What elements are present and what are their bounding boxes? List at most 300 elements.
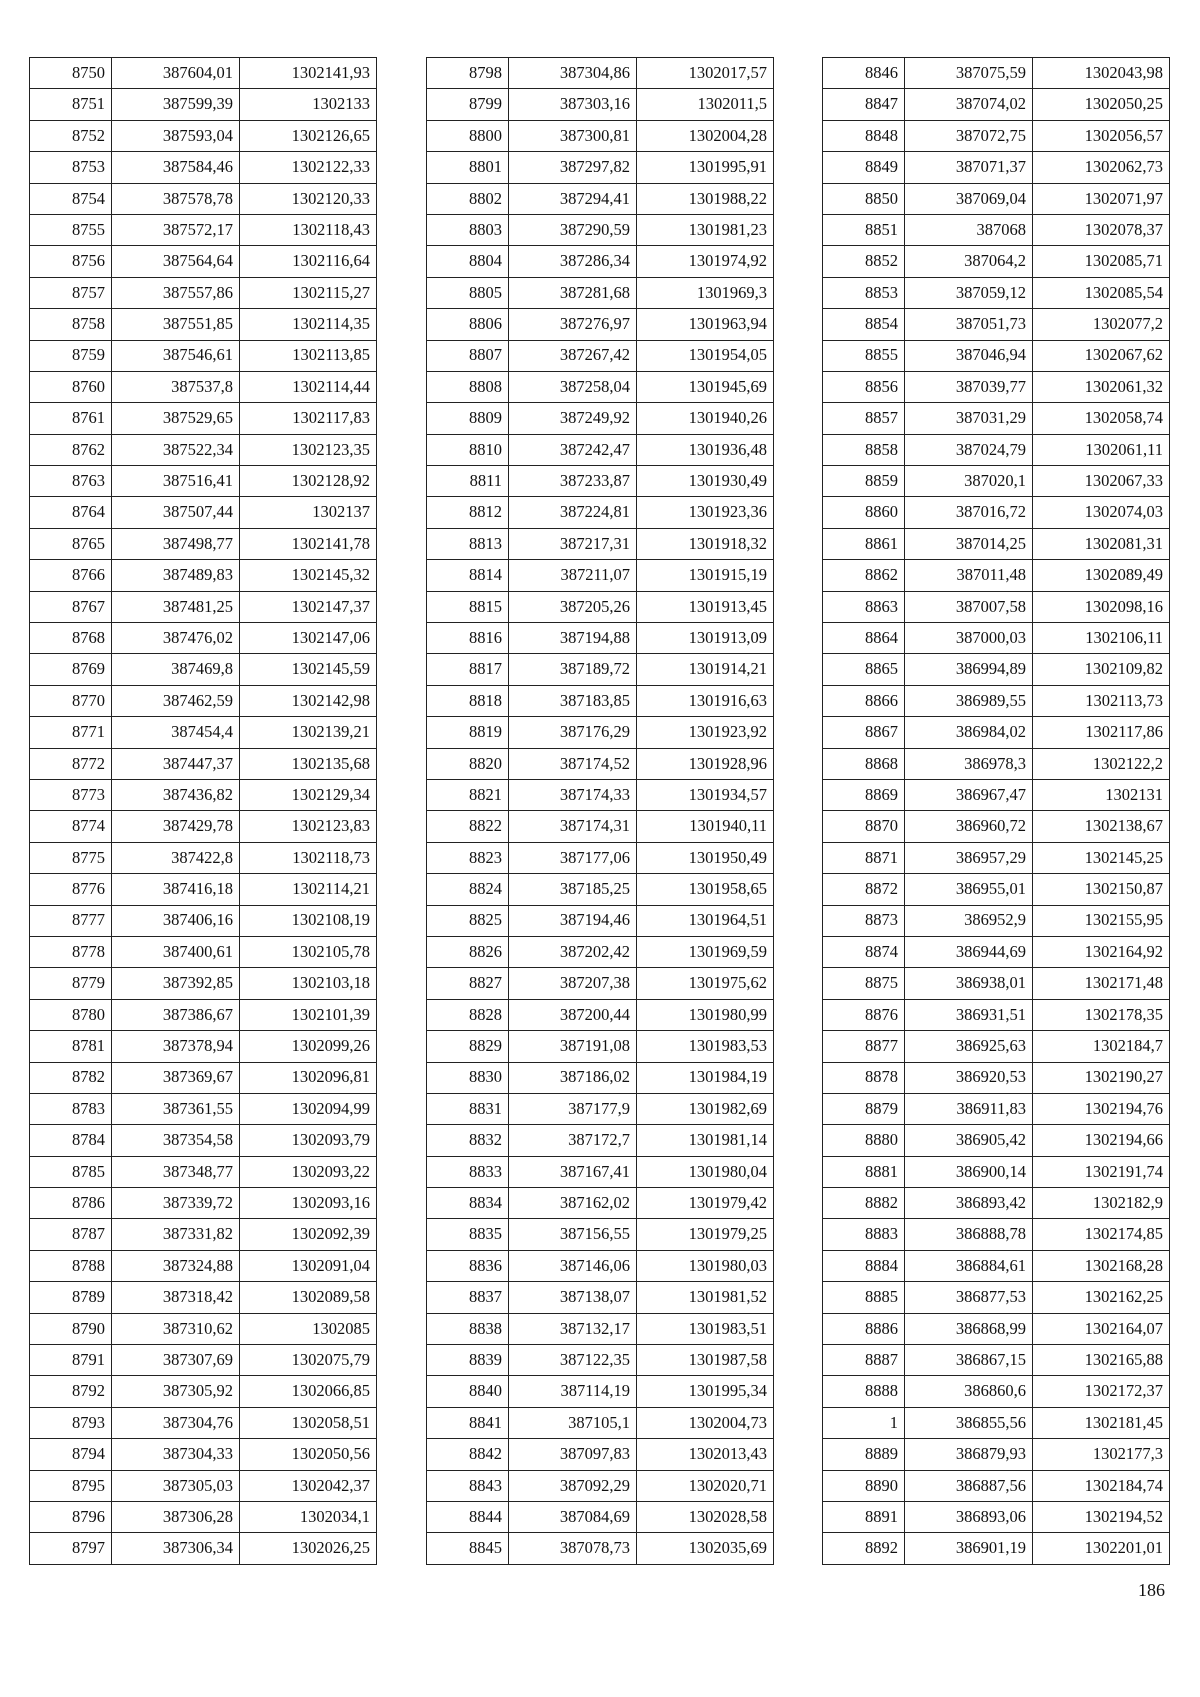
x-coordinate-cell: 387578,78 <box>112 183 240 214</box>
x-coordinate-cell: 387177,9 <box>509 1093 637 1124</box>
point-number-cell: 8889 <box>823 1439 905 1470</box>
table-row <box>823 183 1170 214</box>
table-row <box>427 1062 774 1093</box>
table-row <box>30 1501 377 1532</box>
y-coordinate-cell: 1302078,37 <box>1033 214 1170 245</box>
y-coordinate-cell: 1301988,22 <box>637 183 774 214</box>
y-coordinate-cell: 1301940,11 <box>637 811 774 842</box>
point-number-cell: 8871 <box>823 842 905 873</box>
point-number-cell: 8798 <box>427 58 509 89</box>
coordinate-table-2 <box>426 57 774 1565</box>
x-coordinate-cell: 387189,72 <box>509 654 637 685</box>
x-coordinate-cell: 387331,82 <box>112 1219 240 1250</box>
y-coordinate-cell: 1301979,42 <box>637 1188 774 1219</box>
point-number-cell: 8831 <box>427 1093 509 1124</box>
y-coordinate-cell: 1302075,79 <box>240 1345 377 1376</box>
y-coordinate-cell: 1302096,81 <box>240 1062 377 1093</box>
table-row <box>823 654 1170 685</box>
y-coordinate-cell: 1301982,69 <box>637 1093 774 1124</box>
x-coordinate-cell: 387000,03 <box>905 623 1033 654</box>
table-row <box>30 905 377 936</box>
table-row <box>427 1282 774 1313</box>
x-coordinate-cell: 387305,03 <box>112 1470 240 1501</box>
table-row <box>30 1188 377 1219</box>
table-row <box>427 497 774 528</box>
x-coordinate-cell: 386955,01 <box>905 874 1033 905</box>
point-number-cell: 8887 <box>823 1345 905 1376</box>
table-row <box>427 842 774 873</box>
table-row <box>30 1219 377 1250</box>
x-coordinate-cell: 387072,75 <box>905 120 1033 151</box>
y-coordinate-cell: 1302028,58 <box>637 1501 774 1532</box>
point-number-cell: 8858 <box>823 434 905 465</box>
point-number-cell: 8784 <box>30 1125 112 1156</box>
point-number-cell: 8795 <box>30 1470 112 1501</box>
x-coordinate-cell: 387258,04 <box>509 371 637 402</box>
point-number-cell: 8825 <box>427 905 509 936</box>
point-number-cell: 8876 <box>823 999 905 1030</box>
point-number-cell: 8875 <box>823 968 905 999</box>
table-row <box>30 842 377 873</box>
y-coordinate-cell: 1301995,34 <box>637 1376 774 1407</box>
x-coordinate-cell: 387369,67 <box>112 1062 240 1093</box>
x-coordinate-cell: 387224,81 <box>509 497 637 528</box>
x-coordinate-cell: 386884,61 <box>905 1250 1033 1281</box>
table-row <box>30 717 377 748</box>
y-coordinate-cell: 1302071,97 <box>1033 183 1170 214</box>
x-coordinate-cell: 387039,77 <box>905 371 1033 402</box>
x-coordinate-cell: 387481,25 <box>112 591 240 622</box>
point-number-cell: 8802 <box>427 183 509 214</box>
x-coordinate-cell: 387011,48 <box>905 560 1033 591</box>
coordinate-table-3 <box>822 57 1170 1565</box>
y-coordinate-cell: 1302114,35 <box>240 309 377 340</box>
x-coordinate-cell: 387031,29 <box>905 403 1033 434</box>
y-coordinate-cell: 1302133 <box>240 89 377 120</box>
point-number-cell: 8862 <box>823 560 905 591</box>
table-row <box>30 654 377 685</box>
y-coordinate-cell: 1302135,68 <box>240 748 377 779</box>
point-number-cell: 8757 <box>30 277 112 308</box>
y-coordinate-cell: 1302122,33 <box>240 152 377 183</box>
x-coordinate-cell: 386967,47 <box>905 779 1033 810</box>
x-coordinate-cell: 387007,58 <box>905 591 1033 622</box>
x-coordinate-cell: 387014,25 <box>905 528 1033 559</box>
point-number-cell: 8785 <box>30 1156 112 1187</box>
table-row <box>30 1533 377 1564</box>
table-row <box>823 1188 1170 1219</box>
table-row <box>30 246 377 277</box>
x-coordinate-cell: 386944,69 <box>905 936 1033 967</box>
x-coordinate-cell: 387194,88 <box>509 623 637 654</box>
x-coordinate-cell: 387416,18 <box>112 874 240 905</box>
y-coordinate-cell: 1302056,57 <box>1033 120 1170 151</box>
y-coordinate-cell: 1302142,98 <box>240 685 377 716</box>
y-coordinate-cell: 1302145,25 <box>1033 842 1170 873</box>
x-coordinate-cell: 387307,69 <box>112 1345 240 1376</box>
table-row <box>427 591 774 622</box>
table-row <box>427 1313 774 1344</box>
x-coordinate-cell: 387584,46 <box>112 152 240 183</box>
x-coordinate-cell: 387074,02 <box>905 89 1033 120</box>
point-number-cell: 8783 <box>30 1093 112 1124</box>
point-number-cell: 8800 <box>427 120 509 151</box>
table-row <box>427 1501 774 1532</box>
point-number-cell: 8810 <box>427 434 509 465</box>
point-number-cell: 8865 <box>823 654 905 685</box>
table-row <box>823 340 1170 371</box>
y-coordinate-cell: 1301974,92 <box>637 246 774 277</box>
point-number-cell: 8833 <box>427 1156 509 1187</box>
point-number-cell: 8884 <box>823 1250 905 1281</box>
y-coordinate-cell: 1301981,14 <box>637 1125 774 1156</box>
table-row <box>823 842 1170 873</box>
point-number-cell: 8827 <box>427 968 509 999</box>
point-number-cell: 8869 <box>823 779 905 810</box>
x-coordinate-cell: 387200,44 <box>509 999 637 1030</box>
point-number-cell: 8780 <box>30 999 112 1030</box>
table-row <box>823 1407 1170 1438</box>
table-row <box>427 968 774 999</box>
table-row <box>427 811 774 842</box>
y-coordinate-cell: 1301983,51 <box>637 1313 774 1344</box>
y-coordinate-cell: 1302067,62 <box>1033 340 1170 371</box>
y-coordinate-cell: 1302137 <box>240 497 377 528</box>
x-coordinate-cell: 387422,8 <box>112 842 240 873</box>
point-number-cell: 8822 <box>427 811 509 842</box>
x-coordinate-cell: 387522,34 <box>112 434 240 465</box>
y-coordinate-cell: 1301954,05 <box>637 340 774 371</box>
y-coordinate-cell: 1302074,03 <box>1033 497 1170 528</box>
x-coordinate-cell: 387051,73 <box>905 309 1033 340</box>
x-coordinate-cell: 387392,85 <box>112 968 240 999</box>
x-coordinate-cell: 387071,37 <box>905 152 1033 183</box>
x-coordinate-cell: 386877,53 <box>905 1282 1033 1313</box>
point-number-cell: 8853 <box>823 277 905 308</box>
point-number-cell: 8771 <box>30 717 112 748</box>
y-coordinate-cell: 1302118,73 <box>240 842 377 873</box>
y-coordinate-cell: 1302004,28 <box>637 120 774 151</box>
y-coordinate-cell: 1302172,37 <box>1033 1376 1170 1407</box>
point-number-cell: 8855 <box>823 340 905 371</box>
table-row <box>30 1376 377 1407</box>
y-coordinate-cell: 1302089,58 <box>240 1282 377 1313</box>
x-coordinate-cell: 387529,65 <box>112 403 240 434</box>
table-row <box>427 1533 774 1564</box>
point-number-cell: 8850 <box>823 183 905 214</box>
table-row <box>427 1407 774 1438</box>
y-coordinate-cell: 1302162,25 <box>1033 1282 1170 1313</box>
table-row <box>823 717 1170 748</box>
point-number-cell: 8754 <box>30 183 112 214</box>
table-row <box>823 371 1170 402</box>
point-number-cell: 8805 <box>427 277 509 308</box>
point-number-cell: 8755 <box>30 214 112 245</box>
x-coordinate-cell: 387084,69 <box>509 1501 637 1532</box>
table-row <box>30 1282 377 1313</box>
x-coordinate-cell: 387339,72 <box>112 1188 240 1219</box>
y-coordinate-cell: 1301980,99 <box>637 999 774 1030</box>
y-coordinate-cell: 1302116,64 <box>240 246 377 277</box>
x-coordinate-cell: 387429,78 <box>112 811 240 842</box>
table-row <box>823 152 1170 183</box>
table-row <box>30 1439 377 1470</box>
table-row <box>427 403 774 434</box>
point-number-cell: 8789 <box>30 1282 112 1313</box>
x-coordinate-cell: 387233,87 <box>509 466 637 497</box>
point-number-cell: 8843 <box>427 1470 509 1501</box>
table-row <box>427 999 774 1030</box>
y-coordinate-cell: 1301969,59 <box>637 936 774 967</box>
point-number-cell: 8759 <box>30 340 112 371</box>
point-number-cell: 8815 <box>427 591 509 622</box>
table-row <box>30 874 377 905</box>
y-coordinate-cell: 1302171,48 <box>1033 968 1170 999</box>
table-row <box>30 1031 377 1062</box>
y-coordinate-cell: 1302115,27 <box>240 277 377 308</box>
y-coordinate-cell: 1302177,3 <box>1033 1439 1170 1470</box>
table-row <box>30 999 377 1030</box>
table-row <box>427 277 774 308</box>
table-row <box>823 968 1170 999</box>
y-coordinate-cell: 1302062,73 <box>1033 152 1170 183</box>
x-coordinate-cell: 387242,47 <box>509 434 637 465</box>
point-number-cell: 8750 <box>30 58 112 89</box>
point-number-cell: 8848 <box>823 120 905 151</box>
y-coordinate-cell: 1302077,2 <box>1033 309 1170 340</box>
table-row <box>30 936 377 967</box>
x-coordinate-cell: 387281,68 <box>509 277 637 308</box>
y-coordinate-cell: 1302091,04 <box>240 1250 377 1281</box>
y-coordinate-cell: 1301928,96 <box>637 748 774 779</box>
point-number-cell: 8779 <box>30 968 112 999</box>
x-coordinate-cell: 387436,82 <box>112 779 240 810</box>
y-coordinate-cell: 1302101,39 <box>240 999 377 1030</box>
point-number-cell: 8840 <box>427 1376 509 1407</box>
x-coordinate-cell: 387217,31 <box>509 528 637 559</box>
point-number-cell: 8766 <box>30 560 112 591</box>
table-row <box>823 779 1170 810</box>
y-coordinate-cell: 1302004,73 <box>637 1407 774 1438</box>
table-row <box>30 403 377 434</box>
table-row <box>823 874 1170 905</box>
y-coordinate-cell: 1302085,71 <box>1033 246 1170 277</box>
x-coordinate-cell: 387202,42 <box>509 936 637 967</box>
x-coordinate-cell: 386893,06 <box>905 1501 1033 1532</box>
point-number-cell: 8882 <box>823 1188 905 1219</box>
table-row <box>427 905 774 936</box>
table-row <box>823 58 1170 89</box>
point-number-cell: 8773 <box>30 779 112 810</box>
point-number-cell: 8794 <box>30 1439 112 1470</box>
x-coordinate-cell: 387174,33 <box>509 779 637 810</box>
point-number-cell: 8883 <box>823 1219 905 1250</box>
y-coordinate-cell: 1301913,09 <box>637 623 774 654</box>
table-row <box>427 340 774 371</box>
table-row <box>427 1188 774 1219</box>
x-coordinate-cell: 387406,16 <box>112 905 240 936</box>
x-coordinate-cell: 387462,59 <box>112 685 240 716</box>
point-number-cell: 8778 <box>30 936 112 967</box>
x-coordinate-cell: 387447,37 <box>112 748 240 779</box>
table-row <box>823 528 1170 559</box>
point-number-cell: 8772 <box>30 748 112 779</box>
point-number-cell: 8861 <box>823 528 905 559</box>
point-number-cell: 8849 <box>823 152 905 183</box>
x-coordinate-cell: 387046,94 <box>905 340 1033 371</box>
x-coordinate-cell: 387064,2 <box>905 246 1033 277</box>
x-coordinate-cell: 387146,06 <box>509 1250 637 1281</box>
table-row <box>823 434 1170 465</box>
table-row <box>823 497 1170 528</box>
table-row <box>823 905 1170 936</box>
table-row <box>30 309 377 340</box>
table-row <box>427 936 774 967</box>
x-coordinate-cell: 387105,1 <box>509 1407 637 1438</box>
x-coordinate-cell: 387300,81 <box>509 120 637 151</box>
point-number-cell: 8775 <box>30 842 112 873</box>
point-number-cell: 8817 <box>427 654 509 685</box>
point-number-cell: 8891 <box>823 1501 905 1532</box>
point-number-cell: 8756 <box>30 246 112 277</box>
x-coordinate-cell: 387068 <box>905 214 1033 245</box>
point-number-cell: 8768 <box>30 623 112 654</box>
x-coordinate-cell: 386989,55 <box>905 685 1033 716</box>
table-row <box>30 1470 377 1501</box>
x-coordinate-cell: 386920,53 <box>905 1062 1033 1093</box>
point-number-cell: 8830 <box>427 1062 509 1093</box>
y-coordinate-cell: 1302122,2 <box>1033 748 1170 779</box>
table-row <box>427 1376 774 1407</box>
point-number-cell: 8872 <box>823 874 905 905</box>
x-coordinate-cell: 387516,41 <box>112 466 240 497</box>
table-row <box>427 748 774 779</box>
y-coordinate-cell: 1302081,31 <box>1033 528 1170 559</box>
table-row <box>427 183 774 214</box>
x-coordinate-cell: 387306,34 <box>112 1533 240 1564</box>
point-number-cell: 8878 <box>823 1062 905 1093</box>
table-row <box>427 560 774 591</box>
point-number-cell: 8787 <box>30 1219 112 1250</box>
point-number-cell: 8819 <box>427 717 509 748</box>
y-coordinate-cell: 1302011,5 <box>637 89 774 120</box>
x-coordinate-cell: 386952,9 <box>905 905 1033 936</box>
x-coordinate-cell: 386893,42 <box>905 1188 1033 1219</box>
table-row <box>30 183 377 214</box>
table-row <box>823 623 1170 654</box>
y-coordinate-cell: 1302042,37 <box>240 1470 377 1501</box>
y-coordinate-cell: 1301975,62 <box>637 968 774 999</box>
x-coordinate-cell: 387138,07 <box>509 1282 637 1313</box>
point-number-cell: 8823 <box>427 842 509 873</box>
y-coordinate-cell: 1302050,25 <box>1033 89 1170 120</box>
table-row <box>427 685 774 716</box>
point-number-cell: 8782 <box>30 1062 112 1093</box>
y-coordinate-cell: 1302035,69 <box>637 1533 774 1564</box>
x-coordinate-cell: 387294,41 <box>509 183 637 214</box>
x-coordinate-cell: 387097,83 <box>509 1439 637 1470</box>
point-number-cell: 8826 <box>427 936 509 967</box>
table-row <box>427 246 774 277</box>
y-coordinate-cell: 1302117,86 <box>1033 717 1170 748</box>
point-number-cell: 8880 <box>823 1125 905 1156</box>
point-number-cell: 8852 <box>823 246 905 277</box>
y-coordinate-cell: 1302194,52 <box>1033 1501 1170 1532</box>
table-row <box>427 434 774 465</box>
x-coordinate-cell: 386931,51 <box>905 999 1033 1030</box>
x-coordinate-cell: 387075,59 <box>905 58 1033 89</box>
y-coordinate-cell: 1302191,74 <box>1033 1156 1170 1187</box>
x-coordinate-cell: 387361,55 <box>112 1093 240 1124</box>
point-number-cell: 8873 <box>823 905 905 936</box>
y-coordinate-cell: 1301987,58 <box>637 1345 774 1376</box>
point-number-cell: 8807 <box>427 340 509 371</box>
x-coordinate-cell: 387183,85 <box>509 685 637 716</box>
x-coordinate-cell: 387286,34 <box>509 246 637 277</box>
y-coordinate-cell: 1302106,11 <box>1033 623 1170 654</box>
y-coordinate-cell: 1302155,95 <box>1033 905 1170 936</box>
point-number-cell: 8762 <box>30 434 112 465</box>
x-coordinate-cell: 387324,88 <box>112 1250 240 1281</box>
y-coordinate-cell: 1302067,33 <box>1033 466 1170 497</box>
table-row <box>823 1501 1170 1532</box>
x-coordinate-cell: 387386,67 <box>112 999 240 1030</box>
x-coordinate-cell: 387546,61 <box>112 340 240 371</box>
y-coordinate-cell: 1302094,99 <box>240 1093 377 1124</box>
y-coordinate-cell: 1302103,18 <box>240 968 377 999</box>
point-number-cell: 8870 <box>823 811 905 842</box>
table-row <box>30 214 377 245</box>
y-coordinate-cell: 1302114,44 <box>240 371 377 402</box>
point-number-cell: 8851 <box>823 214 905 245</box>
point-number-cell: 8863 <box>823 591 905 622</box>
x-coordinate-cell: 387305,92 <box>112 1376 240 1407</box>
x-coordinate-cell: 387069,04 <box>905 183 1033 214</box>
point-number-cell: 8769 <box>30 654 112 685</box>
table-row <box>30 591 377 622</box>
x-coordinate-cell: 387537,8 <box>112 371 240 402</box>
table-row <box>30 1407 377 1438</box>
x-coordinate-cell: 387593,04 <box>112 120 240 151</box>
table-row <box>823 936 1170 967</box>
x-coordinate-cell: 386887,56 <box>905 1470 1033 1501</box>
y-coordinate-cell: 1302114,21 <box>240 874 377 905</box>
point-number-cell: 8797 <box>30 1533 112 1564</box>
y-coordinate-cell: 1302147,37 <box>240 591 377 622</box>
x-coordinate-cell: 387177,06 <box>509 842 637 873</box>
y-coordinate-cell: 1302184,74 <box>1033 1470 1170 1501</box>
x-coordinate-cell: 386867,15 <box>905 1345 1033 1376</box>
table-row <box>427 214 774 245</box>
point-number-cell: 8854 <box>823 309 905 340</box>
y-coordinate-cell: 1301995,91 <box>637 152 774 183</box>
y-coordinate-cell: 1301945,69 <box>637 371 774 402</box>
x-coordinate-cell: 387078,73 <box>509 1533 637 1564</box>
table-row <box>30 1093 377 1124</box>
x-coordinate-cell: 387132,17 <box>509 1313 637 1344</box>
y-coordinate-cell: 1302194,66 <box>1033 1125 1170 1156</box>
point-number-cell: 8777 <box>30 905 112 936</box>
x-coordinate-cell: 387348,77 <box>112 1156 240 1187</box>
table-row <box>823 1313 1170 1344</box>
x-coordinate-cell: 387172,7 <box>509 1125 637 1156</box>
point-number-cell: 8761 <box>30 403 112 434</box>
x-coordinate-cell: 387469,8 <box>112 654 240 685</box>
point-number-cell: 8803 <box>427 214 509 245</box>
y-coordinate-cell: 1302113,85 <box>240 340 377 371</box>
x-coordinate-cell: 387318,42 <box>112 1282 240 1313</box>
table-row <box>30 340 377 371</box>
